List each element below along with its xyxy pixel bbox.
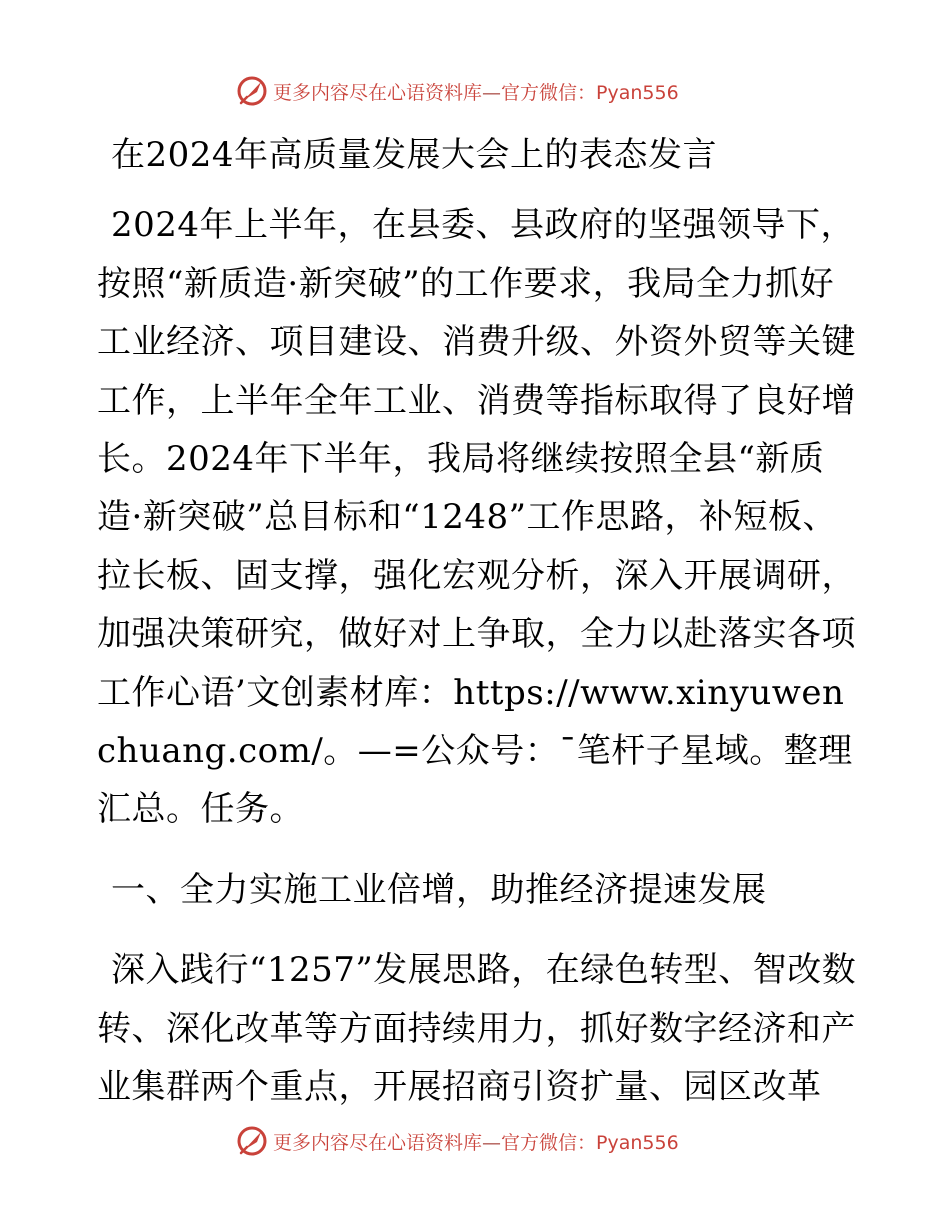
watermark-text: 更多内容尽在心语资料库—官方微信：Pyan556 xyxy=(273,81,679,104)
document-body xyxy=(97,126,857,1117)
paragraph-intro: 2024年上半年，在县委、县政府的坚强领导下，按照“新质造·新突破”的工作要求，我局全力抓好工业经济、项目建设、消费升级、外资外贸等关键工作，上半年全年工业、消费等指标取得了良好增长。2024年下半年，我局将继续按照全县“新质造·新突破”总目标和“1248”工作思路，补短板、拉长板、固支撑，强化宏观分析，深入开展调研，加强决策研究，做好对上争取，全力以赴落实各项工作心语’文创素材库：https://www.xinyuwenchuang.com/。—=公众号：¯笔杆子星域。整理汇总。任务。 xyxy=(97,205,856,830)
watermark-text: 更多内容尽在心语资料库—官方微信：Pyan556 xyxy=(273,1131,679,1154)
quill-logo-icon xyxy=(235,1124,269,1158)
document-title: 在2024年高质量发展大会上的表态发言 xyxy=(111,135,718,175)
quill-logo-icon xyxy=(235,74,269,108)
header-watermark xyxy=(235,73,679,109)
section-heading-1: 一、全力实施工业倍增，助推经济提速发展 xyxy=(111,869,767,910)
paragraph-section-1: 深入践行“1257”发展思路，在绿色转型、智改数转、深化改革等方面持续用力，抓好数字经济和产业集群两个重点，开展招商引资扩量、园区改革 xyxy=(97,950,857,1108)
footer-watermark xyxy=(235,1123,679,1159)
